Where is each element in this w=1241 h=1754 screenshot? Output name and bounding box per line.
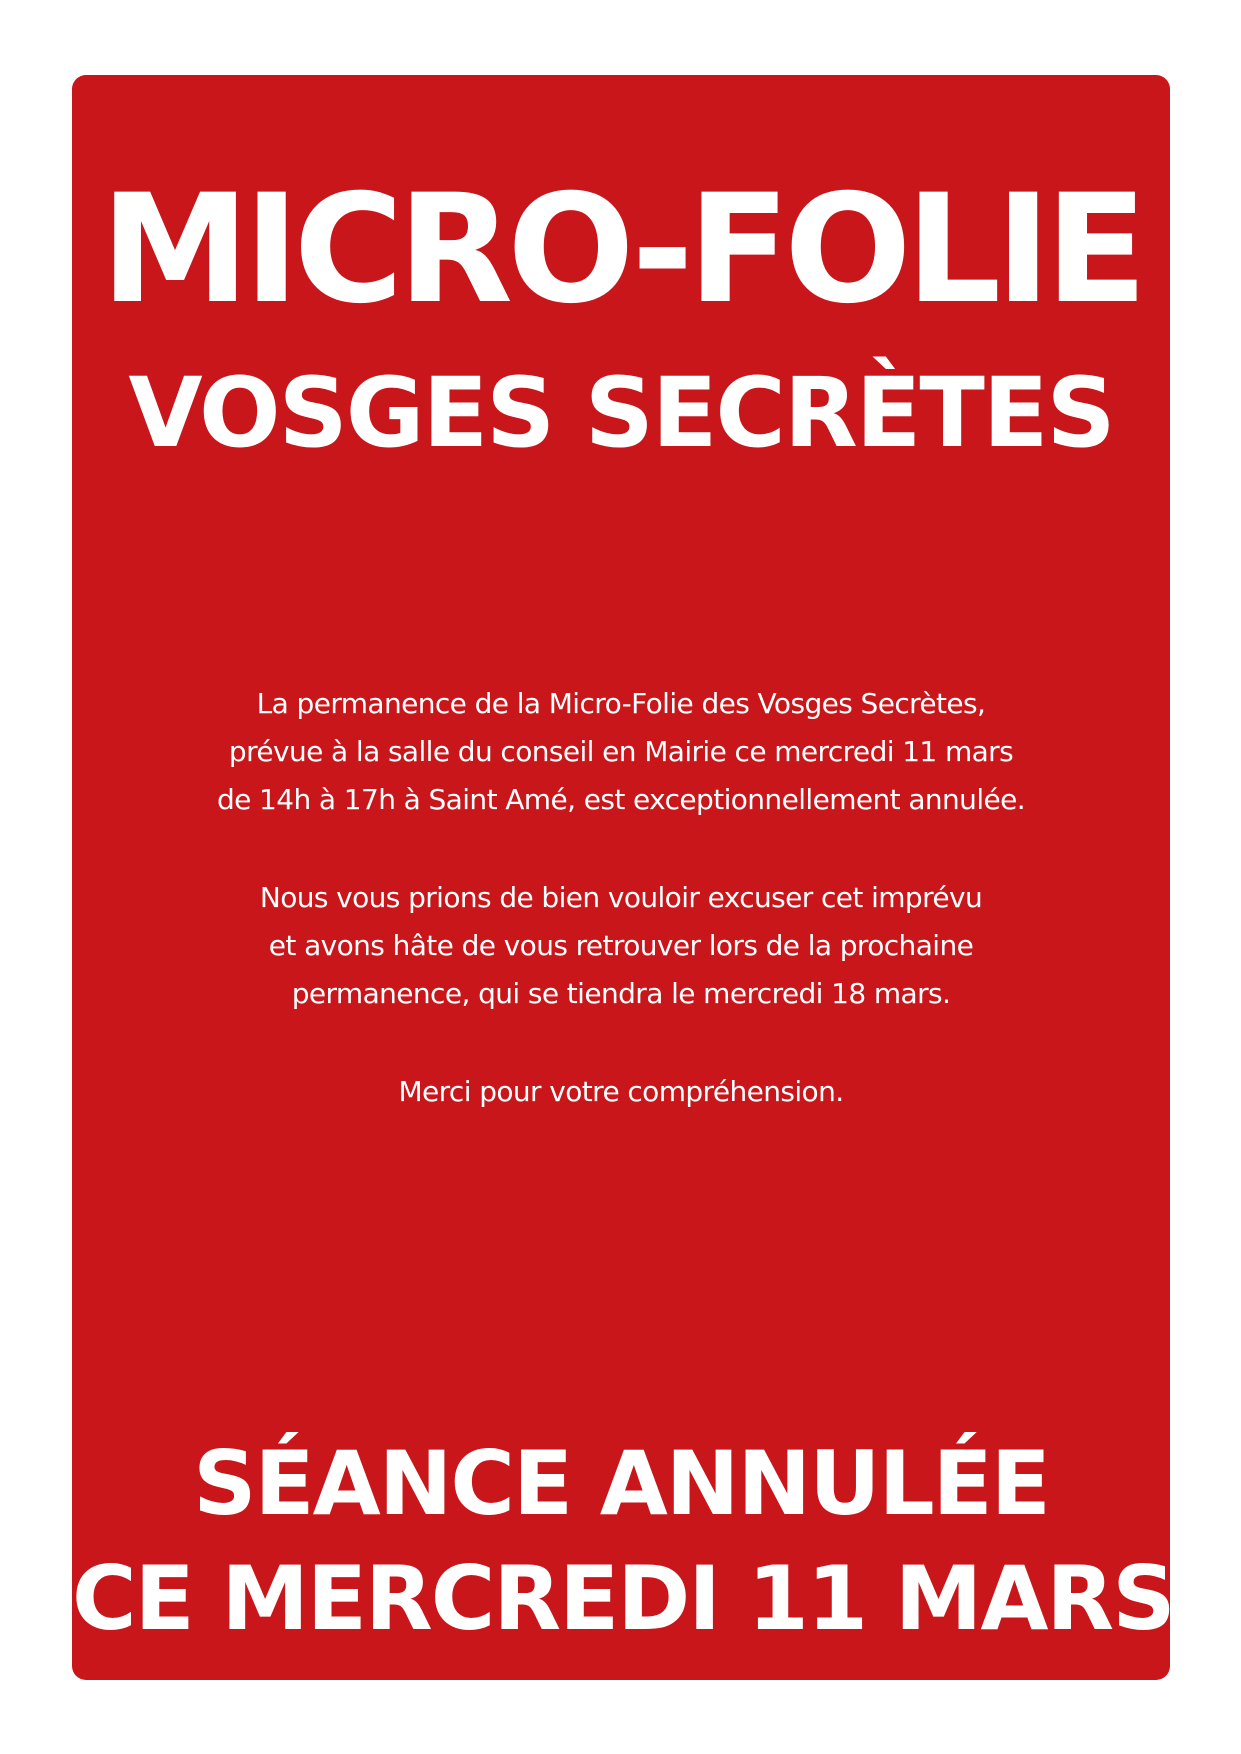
paragraph-line: Merci pour votre compréhension. — [398, 1075, 844, 1108]
poster-panel — [72, 75, 1174, 1680]
footer-seance-annulee: SÉANCE ANNULÉE — [193, 1432, 1049, 1535]
paragraph-apology — [72, 874, 1170, 1018]
paragraph-line: et avons hâte de vous retrouver lors de la prochaine — [268, 929, 974, 962]
paragraph-line: La permanence de la Micro-Folie des Vosges Secrètes, — [256, 687, 986, 720]
paragraph-line: de 14h à 17h à Saint Amé, est exceptionnellement annulée. — [216, 783, 1026, 816]
paragraph-thanks — [72, 1068, 1170, 1116]
paragraph-line: Nous vous prions de bien vouloir excuser cet imprévu — [259, 881, 983, 914]
paragraph-line: prévue à la salle du conseil en Mairie ce mercredi 11 mars — [228, 735, 1014, 768]
notice-body — [72, 680, 1170, 1166]
title-micro-folie: MICRO-FOLIE — [100, 163, 1142, 337]
title-vosges-secretes: VOSGES SECRÈTES — [128, 357, 1114, 469]
paragraph-cancellation — [72, 680, 1170, 824]
paragraph-line: permanence, qui se tiendra le mercredi 18 mars. — [291, 977, 951, 1010]
footer-date: CE MERCREDI 11 MARS — [72, 1547, 1174, 1650]
